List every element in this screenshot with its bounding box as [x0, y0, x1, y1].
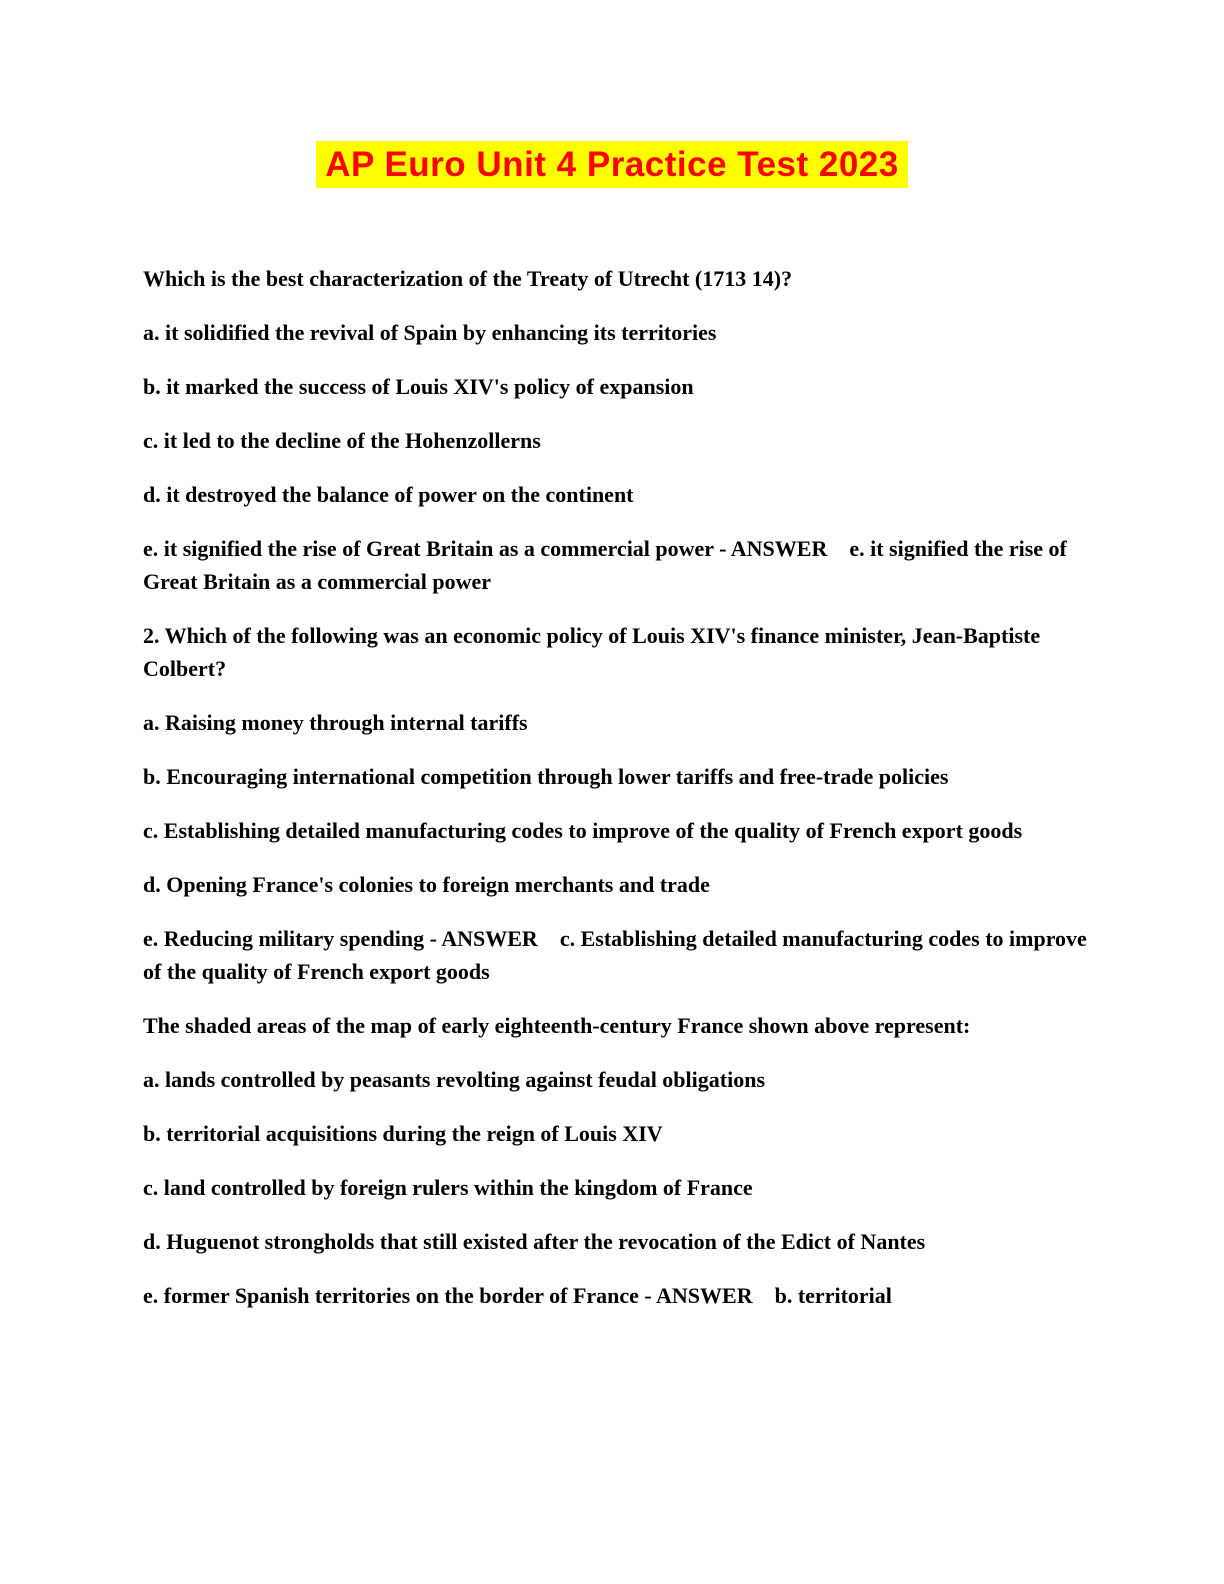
question-1-choice-b: b. it marked the success of Louis XIV's policy of expansion — [143, 374, 694, 399]
question-3-stem: The shaded areas of the map of early eighteenth-century France shown above represent: — [143, 1013, 971, 1038]
question-3-choice-c: c. land controlled by foreign rulers within the kingdom of France — [143, 1175, 753, 1200]
question-3-choice-a: a. lands controlled by peasants revolting against feudal obligations — [143, 1067, 766, 1092]
document-title: AP Euro Unit 4 Practice Test 2023 — [316, 141, 908, 188]
question-3-choice-d: d. Huguenot strongholds that still existed after the revocation of the Edict of Nantes — [143, 1229, 926, 1254]
question-2-choice-b: b. Encouraging international competition through lower tariffs and free-trade policies — [143, 764, 949, 789]
question-1-choice-d: d. it destroyed the balance of power on the continent — [143, 482, 634, 507]
question-2-stem: 2. Which of the following was an economic policy of Louis XIV's finance minister, Jean-Baptiste Colbert? — [143, 623, 1046, 681]
question-2-choice-e-answer: e. Reducing military spending - ANSWER c. Establishing detailed manufacturing codes to improve of the quality of French export goods — [143, 926, 1093, 984]
document-body — [0, 262, 1224, 1312]
question-2-choice-d: d. Opening France's colonies to foreign merchants and trade — [143, 872, 710, 897]
question-3-choice-b: b. territorial acquisitions during the reign of Louis XIV — [143, 1121, 663, 1146]
question-3-choice-e-answer: e. former Spanish territories on the border of France - ANSWER b. territorial — [143, 1283, 892, 1308]
question-2-choice-a: a. Raising money through internal tariffs — [143, 710, 528, 735]
question-1-choice-a: a. it solidified the revival of Spain by enhancing its territories — [143, 320, 717, 345]
title-row — [0, 141, 1224, 188]
question-1-choice-c: c. it led to the decline of the Hohenzollerns — [143, 428, 541, 453]
question-1-stem: Which is the best characterization of the Treaty of Utrecht (1713 14)? — [143, 266, 793, 291]
question-1-choice-e-answer: e. it signified the rise of Great Britain as a commercial power - ANSWER e. it signified the rise of Great Britain as a commercial power — [143, 536, 1073, 594]
question-2-choice-c: c. Establishing detailed manufacturing codes to improve of the quality of French export goods — [143, 818, 1023, 843]
